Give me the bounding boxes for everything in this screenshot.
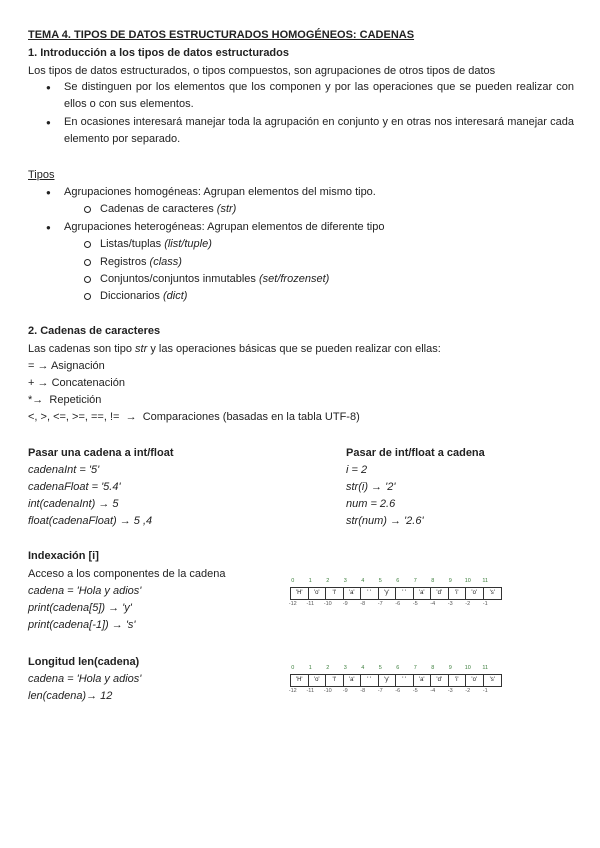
str-to-number-heading: Pasar una cadena a int/float — [28, 447, 174, 459]
heterogeneous-subitem: Registros (class) — [100, 256, 182, 268]
bullet-dot: ● — [46, 118, 51, 127]
heterogeneous-subitem: Conjuntos/conjuntos inmutables (set/frozenset) — [100, 273, 330, 285]
bullet-dot: ● — [46, 223, 51, 232]
page-title: TEMA 4. TIPOS DE DATOS ESTRUCTURADOS HOMOGÉNEOS: CADENAS — [28, 29, 415, 41]
indexing-description: Acceso a los componentes de la cadena — [28, 568, 226, 580]
arrow-icon: → — [125, 411, 137, 423]
section-1-intro: Los tipos de datos estructurados, o tipos compuestos, son agrupaciones de otros tipos de datos — [28, 65, 496, 77]
indexing-heading: Indexación [i] — [28, 550, 99, 562]
code-line: num = 2.6 — [346, 498, 396, 510]
circle-bullet-icon — [84, 259, 91, 266]
circle-bullet-icon — [84, 206, 91, 213]
section-2-heading: 2. Cadenas de caracteres — [28, 325, 161, 337]
length-heading: Longitud len(cadena) — [28, 656, 140, 668]
heterogeneous-subitem: Diccionarios (dict) — [100, 290, 188, 302]
heterogeneous-item: Agrupaciones heterogéneas: Agrupan elementos de diferente tipo — [64, 221, 385, 233]
arrow-icon: → — [37, 377, 49, 389]
negative-index-row: -12 -11 -10 -9 -8 -7 -6 -5 -4 -3 -2 -1 — [288, 601, 488, 607]
code-line: cadena = 'Hola y adios' — [28, 673, 142, 685]
positive-index-row: 0 1 2 3 4 5 6 7 8 9 10 11 — [291, 665, 489, 671]
section-1-heading: 1. Introducción a los tipos de datos estructurados — [28, 47, 289, 59]
code-line: cadena = 'Hola y adios' — [28, 585, 142, 597]
code-line: int(cadenaInt) → 5 — [28, 498, 119, 510]
arrow-icon: → — [37, 360, 49, 372]
operator-line: *→ Repetición — [28, 394, 102, 406]
negative-index-row: -12 -11 -10 -9 -8 -7 -6 -5 -4 -3 -2 -1 — [288, 688, 488, 694]
circle-bullet-icon — [84, 293, 91, 300]
character-cells: 'H' 'o' 'l' 'a' ' ' 'y' ' ' 'a' 'd' 'i' 'o' 's' — [290, 674, 502, 687]
code-line: i = 2 — [346, 464, 368, 476]
circle-bullet-icon — [84, 241, 91, 248]
circle-bullet-icon — [84, 276, 91, 283]
bullet-item: En ocasiones interesará manejar toda la agrupación en conjunto y en otras nos interesará manejar cada elemento por separado. — [64, 116, 574, 145]
code-line: cadenaFloat = '5.4' — [28, 481, 121, 493]
code-line: print(cadena[-1]) → 's' — [28, 619, 136, 631]
code-line: str(num) → '2.6' — [346, 515, 424, 527]
homogeneous-item: Agrupaciones homogéneas: Agrupan elementos del mismo tipo. — [64, 186, 376, 198]
number-to-str-heading: Pasar de int/float a cadena — [346, 447, 485, 459]
code-line: print(cadena[5]) → 'y' — [28, 602, 132, 614]
operator-line: <, >, <=, >=, ==, != → Comparaciones (basadas en la tabla UTF-8) — [28, 411, 360, 423]
positive-index-row: 0 1 2 3 4 5 6 7 8 9 10 11 — [291, 578, 489, 584]
code-line: float(cadenaFloat) → 5 ,4 — [28, 515, 153, 527]
code-line: len(cadena)→ 12 — [28, 690, 113, 702]
arrow-icon: → — [32, 394, 44, 406]
operator-line: = → Asignación — [28, 360, 105, 372]
operator-line: + → Concatenación — [28, 377, 125, 389]
tipos-label: Tipos — [28, 169, 55, 181]
code-line: str(i) → '2' — [346, 481, 396, 493]
bullet-dot: ● — [46, 188, 51, 197]
homogeneous-subitem: Cadenas de caracteres (str) — [100, 203, 237, 215]
section-2-intro: Las cadenas son tipo str y las operaciones básicas que se pueden realizar con ellas: — [28, 343, 441, 355]
heterogeneous-subitem: Listas/tuplas (list/tuple) — [100, 238, 212, 250]
character-cells: 'H' 'o' 'l' 'a' ' ' 'y' ' ' 'a' 'd' 'i' 'o' 's' — [290, 587, 502, 600]
bullet-dot: ● — [46, 83, 51, 92]
code-line: cadenaInt = '5' — [28, 464, 100, 476]
bullet-item: Se distinguen por los elementos que los componen y por las operaciones que se pueden realizar con ellos o con sus elementos. — [64, 81, 574, 110]
